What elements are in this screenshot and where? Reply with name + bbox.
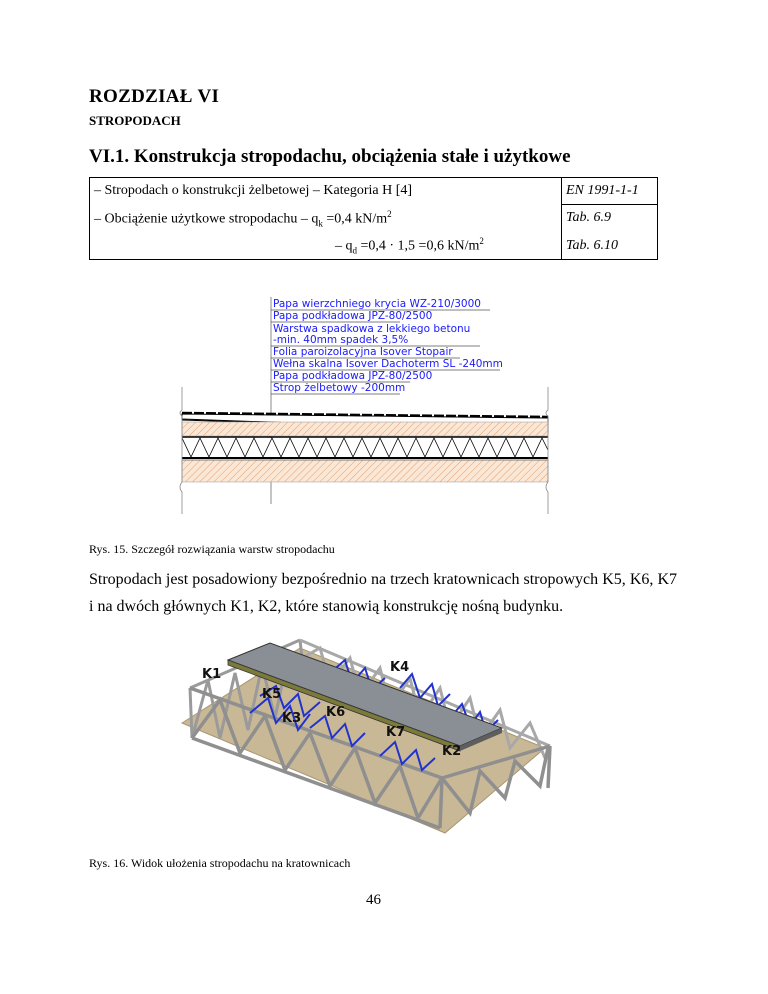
label-k1: K1 [202,667,222,682]
table-cell [90,232,562,260]
layer-label: Warstwa spadkowa z lekkiego betonu [273,323,471,335]
table-ref-cell: EN 1991-1-1 [562,178,658,205]
text-fragment: – Obciążenie użytkowe stropodachu – q [94,211,319,227]
layer-label: -min. 40mm spadek 3,5% [273,334,409,346]
rc-slab [182,460,548,482]
label-k7: K7 [386,725,406,740]
table-cell: – Stropodach o konstrukcji żelbetowej – Kategoria H [4] [90,178,562,205]
figure16-caption: Rys. 16. Widok ułożenia stropodachu na kratownicach [89,856,351,870]
chapter-subtitle: STROPODACH [89,113,181,128]
text-fragment: – q [335,238,353,254]
layer-label: Papa wierzchniego krycia WZ-210/3000 [273,298,481,310]
table-row [90,205,658,232]
superscript: 2 [387,208,392,219]
subscript: d [352,245,357,256]
layer-label: Wełna skalna Isover Dachoterm SL -240mm [273,358,503,370]
table-row [90,178,658,205]
lightweight-concrete [182,422,548,436]
label-k2: K2 [442,744,462,759]
table-ref-cell: Tab. 6.10 [562,232,658,260]
layer-label: Papa podkładowa JPZ-80/2500 [273,370,433,382]
table-cell [90,205,562,232]
layer-label: Folia paroizolacyjna Isover Stopair [273,346,453,358]
label-k3: K3 [282,711,302,726]
roof-layers-detail [170,292,560,514]
load-table [89,177,658,260]
text-fragment: =0,4 kN/m [322,211,388,227]
chapter-title: ROZDZIAŁ VI [89,86,220,107]
text-fragment: =0,4 · 1,5 =0,6 kN/m [357,238,480,254]
truss-3d-view [180,628,580,838]
layer-label: Strop żelbetowy -200mm [273,382,406,394]
label-k6: K6 [326,705,346,720]
body-paragraph: Stropodach jest posadowiony bezpośrednio na trzech kratownicach stropowych K5, K6, K7 i na dwóch głównych K1, K2, które stanowią konstrukcję nośną budynku. [89,571,677,615]
page-number: 46 [366,892,381,908]
table-row [90,232,658,260]
section-title: VI.1. Konstrukcja stropodachu, obciążenia stałe i użytkowe [89,146,571,167]
label-k5: K5 [262,687,282,702]
label-k4: K4 [390,660,410,675]
superscript: 2 [479,235,484,246]
figure15-caption: Rys. 15. Szczegół rozwiązania warstw stropodachu [89,542,335,556]
layer-label: Papa podkładowa JPZ-80/2500 [273,310,433,322]
subscript: k [318,217,323,228]
table-ref-cell: Tab. 6.9 [562,205,658,232]
